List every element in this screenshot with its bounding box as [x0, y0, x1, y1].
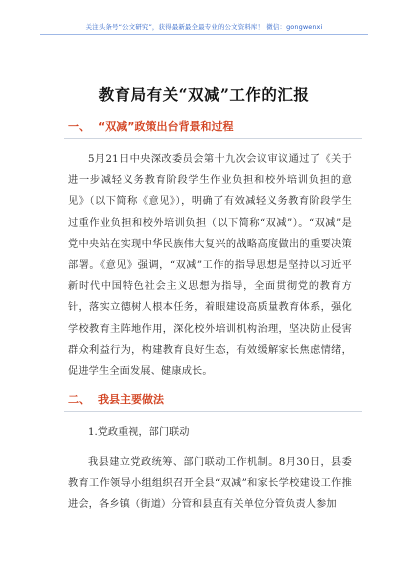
section-heading-text: 我县主要做法 [98, 393, 164, 406]
section-divider [64, 411, 362, 412]
promo-banner[interactable]: 关注头条号“公文研究”，获得最新最全最专业的公文资料库！ 微信：gongwenxi [85, 23, 323, 31]
paragraph-background: 5月21日中央深改委员会第十九次会议审议通过了《关于进一步减轻义务教育阶段学生作业负担和校外培训负担的意见》（以下简称《意见》），明确了有效减轻义务教育阶段学生过重作业负担和校外培训负担（以下简称“双减”）。“双减”是党中央站在实现中华民族伟大复兴的战略高度做出的重要决策部署。《意见》强调，“双减”工作的指导思想是坚持以习近平新时代中国特色社会主义思想为指导，全面贯彻党的教育方针，落实立德树人根本任务，着眼建设高质量教育体系，强化学校教育主阵地作用，深化校外培训机构治理，坚决防止侵害群众利益行为，构建教育良好生态，有效缓解家长焦虑情绪，促进学生全面发展、健康成长。 [68, 154, 352, 378]
subheading: 1.党政重视，部门联动 [88, 427, 190, 438]
section-heading-2 [68, 391, 164, 407]
paragraph-practices: 我县建立党政统筹、部门联动工作机制。8月30日，县委教育工作领导小组组织召开全县“双减”和家长学校建设工作推进会，各乡镇（街道）分管和县直有关单位分管负责人参加 [68, 457, 352, 511]
section-divider [64, 138, 362, 139]
section-number: 二、 [68, 393, 90, 406]
section-heading-text: “双减”政策出台背景和过程 [98, 120, 234, 133]
section-number: 一、 [68, 120, 90, 133]
header-divider [40, 34, 368, 35]
section-heading-1 [68, 118, 233, 134]
page-title: 教育局有关“双减”工作的汇报 [98, 85, 310, 104]
